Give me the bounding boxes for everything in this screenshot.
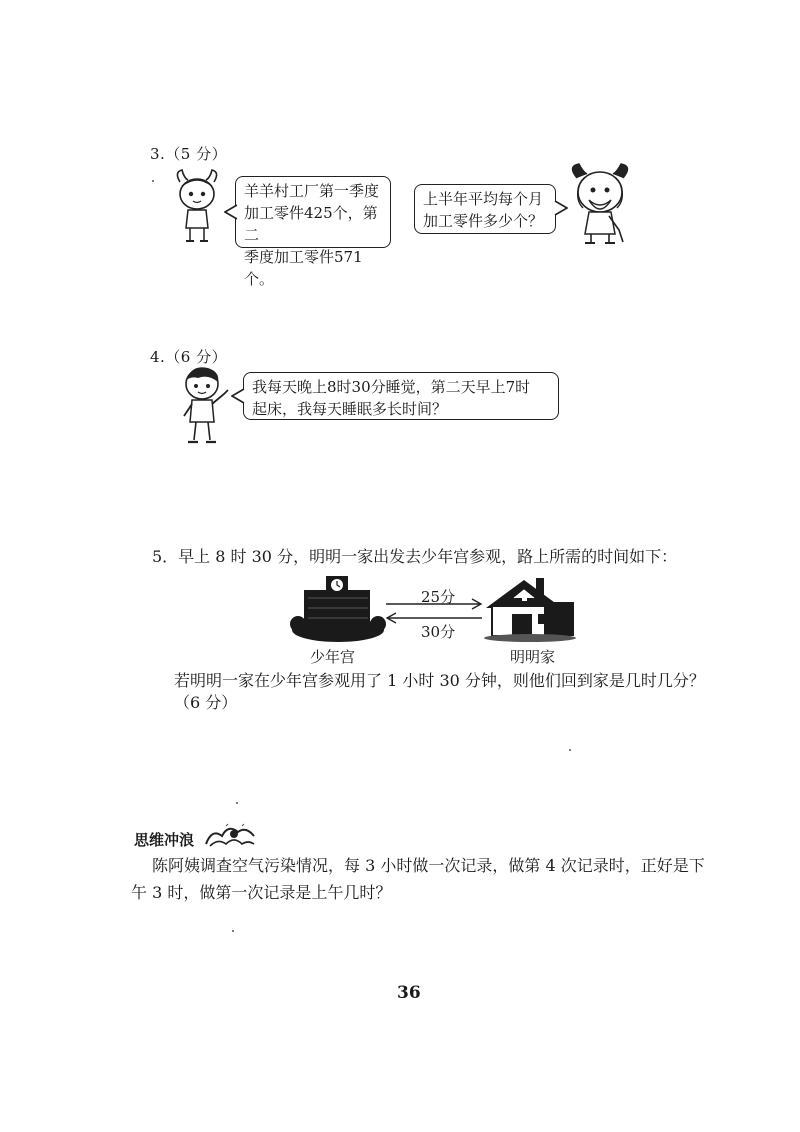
q4-speech-bubble [243,372,559,420]
bubble-tail-icon [231,388,245,404]
q5-text-line-1: 5．早上 8 时 30 分，明明一家出发去少年宫参观，路上所需的时间如下： [152,547,678,566]
scan-speck [569,749,571,751]
bonus-text-line-2: 午 3 时，做第一次记录是上午几时？ [131,883,392,902]
q3-speech-bubble-right [414,184,556,234]
scan-speck [232,930,234,932]
youth-palace-icon [290,568,386,644]
bubble-line: 羊羊村工厂第一季度 [244,182,380,200]
bonus-text-line-1: 陈阿姨调查空气污染情况，每 3 小时做一次记录，做第 4 次记录时，正好是下 [152,856,705,875]
q3-label: 3.（5 分） [150,145,228,163]
arrow-right-label: 25分 [421,588,456,606]
page-number: 36 [397,983,421,1003]
bubble-line: 起床，我每天睡眠多长时间？ [252,400,448,418]
bubble-line: 加工零件425个，第二 [244,204,378,244]
bubble-line: 季度加工零件571个。 [244,248,363,288]
boy-character-icon [178,364,234,448]
q4-label: 4.（6 分） [150,348,228,366]
caption-home: 明明家 [510,648,556,666]
bubble-line: 上半年平均每个月 [423,190,544,208]
arrow-right-icon [384,598,484,610]
bonus-section-title: 思维冲浪 [134,831,195,849]
scan-speck [152,180,154,182]
caption-youth-palace: 少年宫 [310,648,356,666]
scan-speck [236,802,238,804]
old-goat-character-icon [565,160,635,246]
q5-text-line-3: （6 分） [174,693,238,712]
goat-character-icon [172,168,222,246]
q5-text-line-2: 若明明一家在少年宫参观用了 1 小时 30 分钟，则他们回到家是几时几分？ [174,671,705,690]
arrow-left-label: 30分 [421,623,456,641]
bubble-tail-icon [224,204,238,220]
house-icon [482,574,578,642]
q3-speech-bubble-left [235,176,391,288]
bubble-line: 加工零件多少个？ [423,212,544,230]
wave-surfing-icon [204,822,258,848]
bubble-line: 我每天晚上8时30分睡觉，第二天早上7时 [252,378,531,396]
